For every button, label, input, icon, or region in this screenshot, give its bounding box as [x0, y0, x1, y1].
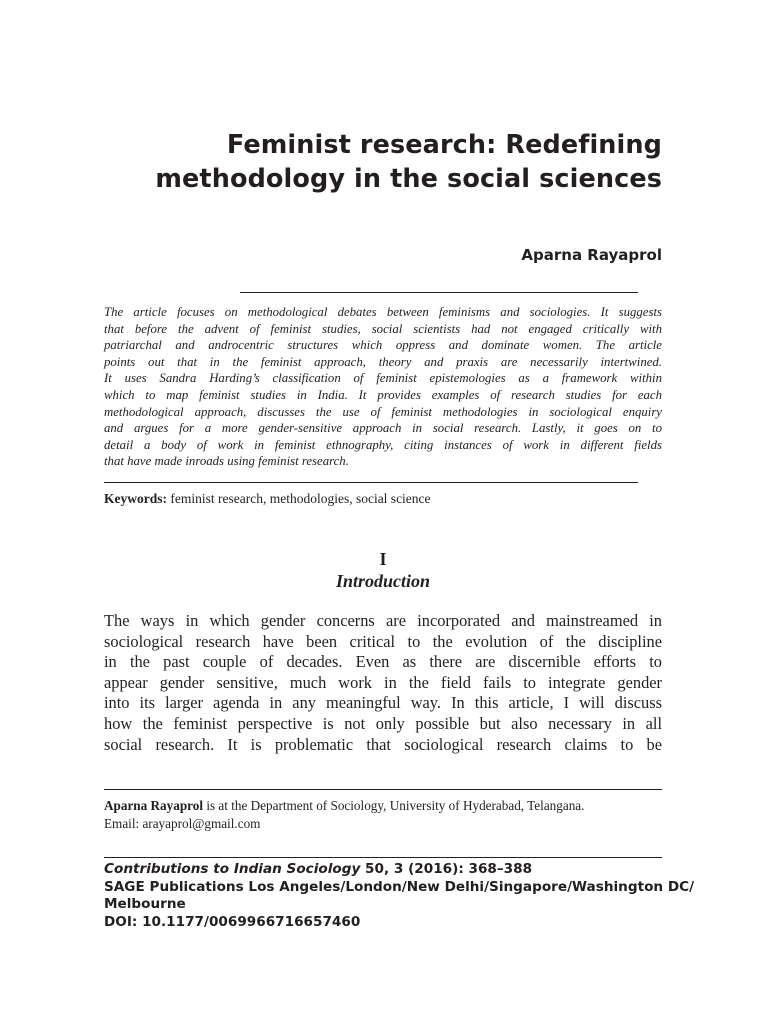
abstract-line: detail a body of work in feminist ethnography, citing instances of work in different fields: [104, 437, 662, 452]
footnote-email: Email: arayaprol@gmail.com: [104, 816, 261, 831]
section-number: I: [379, 549, 387, 569]
body-line: sociological research have been critical to the evolution of the discipline: [104, 631, 662, 651]
body-line: The ways in which gender concerns are incorporated and mainstreamed in: [104, 611, 662, 630]
abstract-line: and argues for a more gender-sensitive approach in social research. Lastly, it goes on to: [104, 421, 662, 436]
publisher-line: SAGE Publications Los Angeles/London/New Delhi/Singapore/Washington DC/: [104, 878, 695, 895]
keywords-label: Keywords:: [104, 491, 167, 506]
abstract-top-rule: [240, 292, 638, 293]
footnote-affiliation-line: [104, 797, 662, 815]
abstract-line: which to map feminist studies in India. It provides examples of research studies for each: [104, 387, 662, 402]
section-title: Introduction: [335, 571, 431, 591]
abstract-line: methodological approach, discusses the use of feminist methodologies in sociological enquiry: [104, 404, 662, 419]
abstract-bottom-rule: [104, 482, 638, 483]
keywords-text: feminist research, methodologies, social science: [167, 491, 431, 506]
abstract-line: points out that in the feminist approach, theory and praxis are necessarily intertwined.: [104, 354, 662, 369]
abstract-line: It uses Sandra Harding’s classification of feminist epistemologies as a framework within: [104, 371, 662, 386]
article-title: [142, 128, 662, 196]
abstract: [104, 304, 662, 470]
author-name: Aparna Rayaprol: [521, 246, 662, 264]
body-paragraph: [104, 611, 662, 755]
body-line: appear gender sensitive, much work in the field fails to integrate gender: [104, 672, 662, 692]
journal-rule: [104, 857, 662, 858]
abstract-line: The article focuses on methodological debates between feminisms and sociologies. It suggests: [104, 305, 662, 319]
body-line: how the feminist perspective is not only possible but also necessary in all: [104, 713, 662, 733]
keywords: [104, 491, 431, 507]
footnote-rule: [104, 789, 662, 790]
journal-name: Contributions to Indian Sociology: [104, 861, 361, 877]
body-line: into its larger agenda in any meaningful way. In this article, I will discuss: [104, 693, 662, 713]
abstract-line: that before the advent of feminist studies, social scientists had not engaged critically with: [104, 321, 662, 336]
journal-citation-line: [104, 861, 674, 879]
body-line: in the past couple of decades. Even as there are discernible efforts to: [104, 652, 662, 672]
title-line: Feminist research: Redefining: [226, 130, 662, 160]
footnote-affiliation: is at the Department of Sociology, University of Hyderabad, Telangana.: [203, 798, 585, 813]
journal-citation: 50, 3 (2016): 368–388: [360, 861, 533, 877]
author-footnote: [104, 797, 662, 833]
abstract-line: that have made inroads using feminist research.: [104, 454, 349, 469]
abstract-line: patriarchal and androcentric structures which oppress and dominate women. The article: [104, 338, 662, 353]
title-line: methodology in the social sciences: [155, 164, 662, 194]
journal-info: [104, 861, 695, 931]
doi: DOI: 10.1177/0069966716657460: [104, 913, 361, 930]
body-line: social research. It is problematic that sociological research claims to be: [104, 734, 662, 754]
publisher-line: Melbourne: [104, 896, 186, 913]
footnote-author-name: Aparna Rayaprol: [104, 798, 204, 813]
